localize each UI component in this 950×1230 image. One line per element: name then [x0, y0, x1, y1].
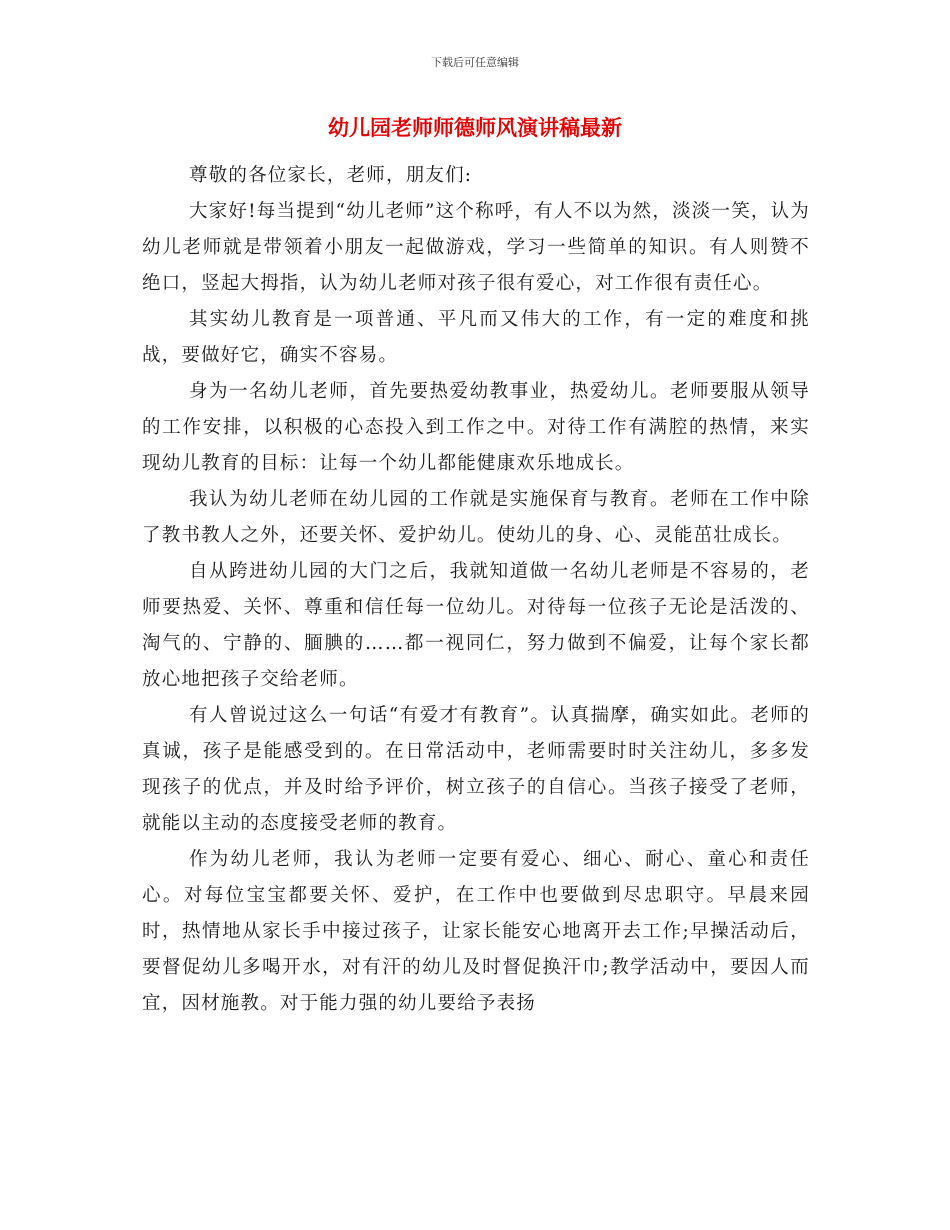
- document-body: [142, 158, 810, 1022]
- paragraph: 作为幼儿老师，我认为老师一定要有爱心、细心、耐心、童心和责任心。对每位宝宝都要关怀、爱护，在工作中也要做到尽忠职守。早晨来园时，热情地从家长手中接过孩子，让家长能安心地离开去工作;早操活动后，要督促幼儿多喝开水，对有汗的幼儿及时督促换汗巾;教学活动中，要因人而宜，因材施教。对于能力强的幼儿要给予表扬: [142, 849, 810, 1014]
- paragraph: 有人曾说过这么一句话“有爱才有教育”。认真揣摩，确实如此。老师的真诚，孩子是能感受到的。在日常活动中，老师需要时时关注幼儿，多多发现孩子的优点，并及时给予评价，树立孩子的自信心。当孩子接受了老师，就能以主动的态度接受老师的教育。: [142, 705, 810, 834]
- paragraph: 大家好!每当提到“幼儿老师”这个称呼，有人不以为然，淡淡一笑，认为幼儿老师就是带领着小朋友一起做游戏，学习一些简单的知识。有人则赞不绝口，竖起大拇指，认为幼儿老师对孩子很有爱心，对工作很有责任心。: [142, 201, 810, 294]
- paragraph: 我认为幼儿老师在幼儿园的工作就是实施保育与教育。老师在工作中除了教书教人之外，还要关怀、爱护幼儿。使幼儿的身、心、灵能茁壮成长。: [142, 489, 810, 546]
- header-note: 下载后可任意编辑: [431, 56, 519, 69]
- paragraph: 其实幼儿教育是一项普通、平凡而又伟大的工作，有一定的难度和挑战，要做好它，确实不容易。: [142, 309, 810, 366]
- salutation: 尊敬的各位家长，老师，朋友们:: [189, 165, 473, 186]
- paragraph: 身为一名幼儿老师，首先要热爱幼教事业，热爱幼儿。老师要服从领导的工作安排，以积极的心态投入到工作之中。对待工作有满腔的热情，来实现幼儿教育的目标：让每一个幼儿都能健康欢乐地成长。: [142, 381, 810, 474]
- paragraph: 自从跨进幼儿园的大门之后，我就知道做一名幼儿老师是不容易的，老师要热爱、关怀、尊重和信任每一位幼儿。对待每一位孩子无论是活泼的、淘气的、宁静的、腼腆的……都一视同仁，努力做到不偏爱，让每个家长都放心地把孩子交给老师。: [142, 561, 810, 690]
- document-title: 幼儿园老师师德师风演讲稿最新: [328, 116, 622, 140]
